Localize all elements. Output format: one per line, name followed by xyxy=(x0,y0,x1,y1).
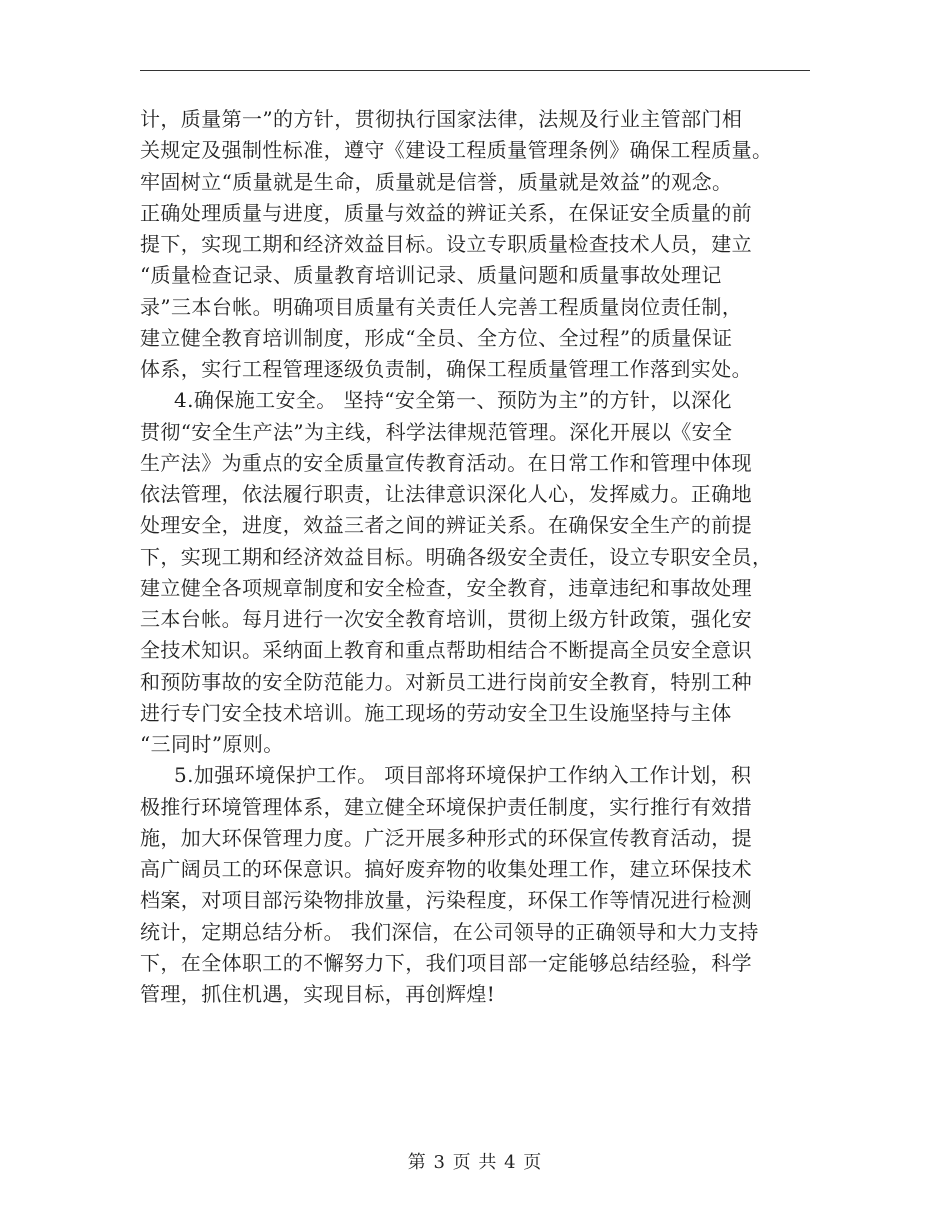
text-line: 下，在全体职工的不懈努力下，我们项目部一定能够总结经验，科学 xyxy=(140,950,752,975)
text-line: 计，质量第一”的方针，贯彻执行国家法律，法规及行业主管部门相 xyxy=(140,107,743,131)
text-line: 建立健全各项规章制度和安全检查，安全教育，违章违纪和事故处理 xyxy=(140,575,752,600)
text-line: 和预防事故的安全防范能力。对新员工进行岗前安全教育，特别工种 xyxy=(140,669,752,694)
paragraph-4-heading-line: 4.确保施工安全。 坚持“安全第一、预防为主”的方针，以深化 xyxy=(174,388,732,413)
text-line: 全技术知识。采纳面上教育和重点帮助相结合不断提高全员安全意识 xyxy=(140,638,752,663)
text-line: 牢固树立“质量就是生命，质量就是信誉，质量就是效益”的观念。 xyxy=(140,169,733,194)
text-line: 施，加大环保管理力度。广泛开展多种形式的环保宣传教育活动，提 xyxy=(140,825,752,850)
text-line: 提下，实现工期和经济效益目标。设立专职质量检查技术人员，建立 xyxy=(140,232,752,256)
text-line: 高广阔员工的环保意识。搞好废弃物的收集处理工作，建立环保技术 xyxy=(140,857,752,881)
text-line: 三本台帐。每月进行一次安全教育培训，贯彻上级方针政策，强化安 xyxy=(140,607,752,631)
page-number-footer: 第 3 页 共 4 页 xyxy=(407,1152,543,1173)
text-line: 下，实现工期和经济效益目标。明确各级安全责任，设立专职安全员， xyxy=(140,544,773,569)
text-line: 录”三本台帐。明确项目质量有关责任人完善工程质量岗位责任制， xyxy=(140,294,743,319)
text-line: 管理，抓住机遇，实现目标，再创辉煌! xyxy=(140,982,496,1006)
header-rule xyxy=(140,70,810,71)
text-line: “三同时”原则。 xyxy=(140,732,284,756)
text-line: 体系，实行工程管理逐级负责制，确保工程质量管理工作落到实处。 xyxy=(140,357,752,381)
text-line: 建立健全教育培训制度，形成“全员、全方位、全过程”的质量保证 xyxy=(140,325,733,350)
text-line: 正确处理质量与进度，质量与效益的辨证关系，在保证安全质量的前 xyxy=(140,200,752,225)
text-line: 关规定及强制性标准，遵守《建设工程质量管理条例》确保工程质量。 xyxy=(140,138,773,163)
text-line: 贯彻“安全生产法”为主线，科学法律规范管理。深化开展以《安全 xyxy=(140,419,733,444)
document-body xyxy=(140,104,810,1010)
text-line: 统计，定期总结分析。 我们深信，在公司领导的正确领导和大力支持 xyxy=(140,919,759,944)
text-line: 档案，对项目部污染物排放量，污染程度，环保工作等情况进行检测 xyxy=(140,888,752,913)
paragraph-5-heading-line: 5.加强环境保护工作。 项目部将环境保护工作纳入工作计划，积 xyxy=(174,763,752,788)
text-line: 依法管理，依法履行职责，让法律意识深化人心，发挥威力。正确地 xyxy=(140,482,752,506)
text-line: “质量检查记录、质量教育培训记录、质量问题和质量事故处理记 xyxy=(140,263,722,288)
text-line: 进行专门安全技术培训。施工现场的劳动安全卫生设施坚持与主体 xyxy=(140,700,732,725)
text-line: 生产法》为重点的安全质量宣传教育活动。在日常工作和管理中体现 xyxy=(140,450,752,475)
text-line: 极推行环境管理体系，建立健全环境保护责任制度，实行推行有效措 xyxy=(140,794,752,819)
text-line: 处理安全，进度，效益三者之间的辨证关系。在确保安全生产的前提 xyxy=(140,513,752,538)
